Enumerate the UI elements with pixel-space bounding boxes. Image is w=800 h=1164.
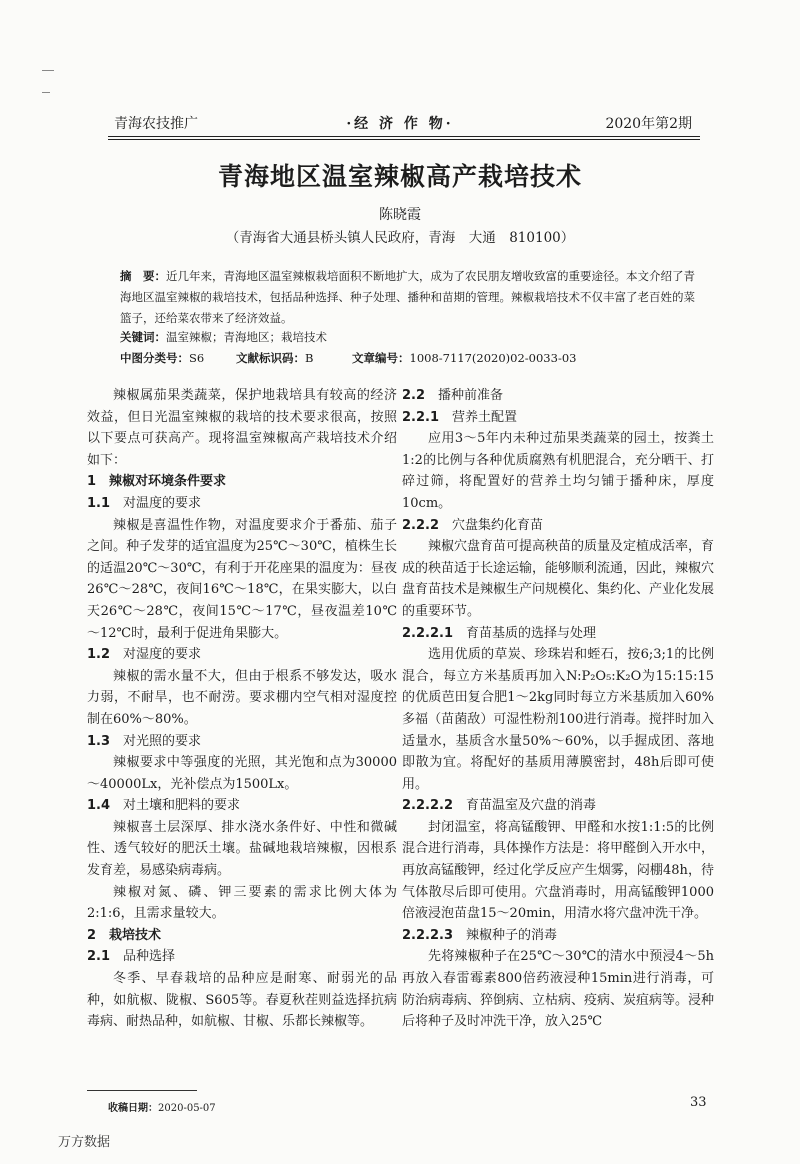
subsection-number: 1.4 [87,798,111,814]
keywords-text: 温室辣椒；青海地区；栽培技术 [166,330,327,344]
heading-gap [453,626,466,641]
received-date-value: 2020-05-07 [158,1103,216,1114]
keywords-label: 关键词： [120,330,166,344]
paragraph: 封闭温室，将高锰酸钾、甲醛和水按1:1:5的比例混合进行消毒，具体操作方法是：将甲醛倒入开水中，再放高锰酸钾，经过化学反应产生烟雾，闷棚48h，待气体散尽后即可使用。穴盘消毒时，用高锰酸钾1000倍液浸泡苗盘15～20min，用清水将穴盘冲洗干净。 [402,819,715,922]
subsection-number: 2.2.2 [402,517,440,533]
subsection-title: 对温度的要求 [123,495,202,511]
article-number-value: 1008-7117(2020)02-0033-03 [409,351,577,365]
keywords [120,329,327,345]
clc [120,351,204,365]
subsection-heading [402,925,714,947]
subsection-number: 2.1 [87,949,111,965]
paragraph: 辣椒喜土层深厚、排水浇水条件好、中性和微碱性、透气较好的肥沃土壤。盐碱地栽培辣椒，因根系发育差，易感染病毒病。 [87,819,397,879]
article-number [352,350,576,366]
abstract [120,266,698,329]
subsection-number: 2.2.2.2 [402,798,453,814]
classification-line [120,350,700,366]
paragraph: 先将辣椒种子在25℃～30℃的清水中预浸4～5h再放入春雷霉素800倍药液浸种15min进行消毒，可防治病毒病、猝倒病、立枯病、疫病、炭疽病等。浸种后将种子及时冲洗干净，放入25℃ [402,949,715,1030]
body-left-column [87,385,397,1033]
subsection-number: 1.2 [87,647,111,663]
paragraph: 冬季、早春栽培的品种应是耐寒、耐弱光的品种，如航椒、陇椒、S605等。春夏秋茬则益选择抗病毒病、耐热品种，如航椒、甘椒、乐都长辣椒等。 [87,971,397,1030]
scan-speck [42,92,50,93]
subsection-title: 对光照的要求 [123,733,202,749]
watermark: 万方数据 [58,1135,111,1150]
subsection-title: 营养土配置 [452,409,518,425]
subsection-number: 1.1 [87,495,111,511]
header-rule [108,136,700,137]
subsection-title: 育苗温室及穴盘的消毒 [466,798,597,814]
issue-label: 2020年第2期 [605,116,692,132]
section-heading: 1 辣椒对环境条件要求 [87,474,227,490]
header-rule-thin [108,139,700,140]
heading-gap [110,734,123,749]
doc-code-label: 文献标识码： [236,351,305,365]
author-affiliation: （青海省大通县桥头镇人民政府，青海 大通 810100） [225,230,575,246]
subsection-heading [87,946,397,968]
clc-value: S6 [189,351,205,365]
subsection-title: 品种选择 [123,949,176,965]
subsection-heading [402,385,714,407]
paragraph: 辣椒要求中等强度的光照，其光饱和点为30000～40000Lx，光补偿点为1500Lx。 [87,755,397,792]
body-right-column [402,385,714,1033]
heading-gap [425,388,438,403]
abstract-text: 近几年来，青海地区温室辣椒栽培面积不断地扩大，成为了农民朋友增收致富的重要途径。本文介绍了青海地区温室辣椒的栽培技术，包括品种选择、种子处理、播种和苗期的管理。辣椒栽培技术不仅丰富了老百姓的菜篮子，还给菜农带来了经济效益。 [120,269,695,325]
heading-gap [110,798,123,813]
scan-speck [42,70,54,71]
heading-gap [453,798,466,813]
subsection-number: 2.2.2.1 [402,625,453,641]
paragraph: 辣椒是喜温性作物，对温度要求介于番茄、茄子之间。种子发芽的适宜温度为25℃～30℃，植株生长的适温20℃～30℃，有利于开花座果的温度为：昼夜26℃～28℃，夜间16℃～18℃，在果实膨大，以白天26℃～28℃，夜间15℃～17℃，昼夜温差10℃～12℃时，最利于促进角果膨大。 [87,517,397,641]
subsection-heading [402,623,714,645]
article-title: 青海地区温室辣椒高产栽培技术 [217,162,582,191]
heading-gap [439,410,452,425]
heading-gap [453,928,466,943]
subsection-number: 1.3 [87,733,111,749]
subsection-number: 2.2 [402,388,426,403]
doc-code [236,350,313,366]
author-name: 陈晓霞 [379,207,421,223]
subsection-title: 播种前准备 [438,388,504,403]
subsection-heading [87,795,397,817]
heading-gap [439,518,452,533]
subsection-title: 穴盘集约化育苗 [452,517,544,533]
page-number: 33 [690,1095,707,1110]
subsection-heading [402,795,714,817]
received-date [108,1099,216,1114]
subsection-heading [402,515,714,537]
abstract-label: 摘 要： [120,269,166,283]
heading-gap [110,496,123,511]
received-date-label: 收稿日期： [108,1103,158,1114]
subsection-title: 对湿度的要求 [123,647,202,663]
subsection-heading [87,493,397,515]
subsection-title: 辣椒种子的消毒 [466,927,558,943]
subsection-title: 对土壤和肥料的要求 [123,798,241,814]
article-number-label: 文章编号： [352,351,410,365]
doc-code-value: B [305,351,314,365]
footnote-rule [87,1090,197,1091]
paragraph: 辣椒属茄果类蔬菜，保护地栽培具有较高的经济效益，但日光温室辣椒的栽培的技术要求很高，按照以下要点可获高产。现将温室辣椒高产栽培技术介绍如下： [87,388,397,468]
subsection-title: 育苗基质的选择与处理 [466,625,597,641]
journal-name: 青海农技推广 [114,116,198,132]
heading-gap [110,949,123,964]
section-name: ·经 济 作 物· [346,116,454,132]
paragraph: 选用优质的草炭、珍珠岩和蛭石，按6;3;1的比例混合，每立方米基质再加入N:P₂O₅:K₂O为15:15:15的优质芭田复合肥1～2kg同时每立方米基质加入60%多福（苗菌敌）可湿性粉剂100进行消毒。搅拌时加入适量水，基质含水量50%～60%，以手握成团、落地即散为宜。将配好的基质用薄膜密封，48h后即可使用。 [402,647,714,792]
section-heading: 2 栽培技术 [87,927,162,943]
subsection-heading [87,731,397,753]
subsection-heading [402,407,714,429]
paragraph: 辣椒对氮、磷、钾三要素的需求比例大体为2:1:6，且需求量较大。 [87,884,397,922]
paragraph: 辣椒的需水量不大，但由于根系不够发达，吸水力弱，不耐旱，也不耐涝。要求棚内空气相对湿度控制在60%～80%。 [87,668,397,727]
subsection-heading [87,644,397,666]
paragraph: 应用3～5年内未种过茄果类蔬菜的园土，按粪土1:2的比例与各种优质腐熟有机肥混合，充分晒干、打碎过筛，将配置好的营养土均匀铺于播种床，厚度10cm。 [402,431,714,511]
subsection-number: 2.2.2.3 [402,927,453,943]
clc-label: 中图分类号： [120,351,189,365]
subsection-number: 2.2.1 [402,409,440,425]
heading-gap [110,647,123,662]
paragraph: 辣椒穴盘育苗可提高秧苗的质量及定植成活率，育成的秧苗适于长途运输，能够顺利流通，因此，辣椒穴盘育苗技术是辣椒生产问规模化、集约化、产业化发展的重要环节。 [402,539,715,619]
